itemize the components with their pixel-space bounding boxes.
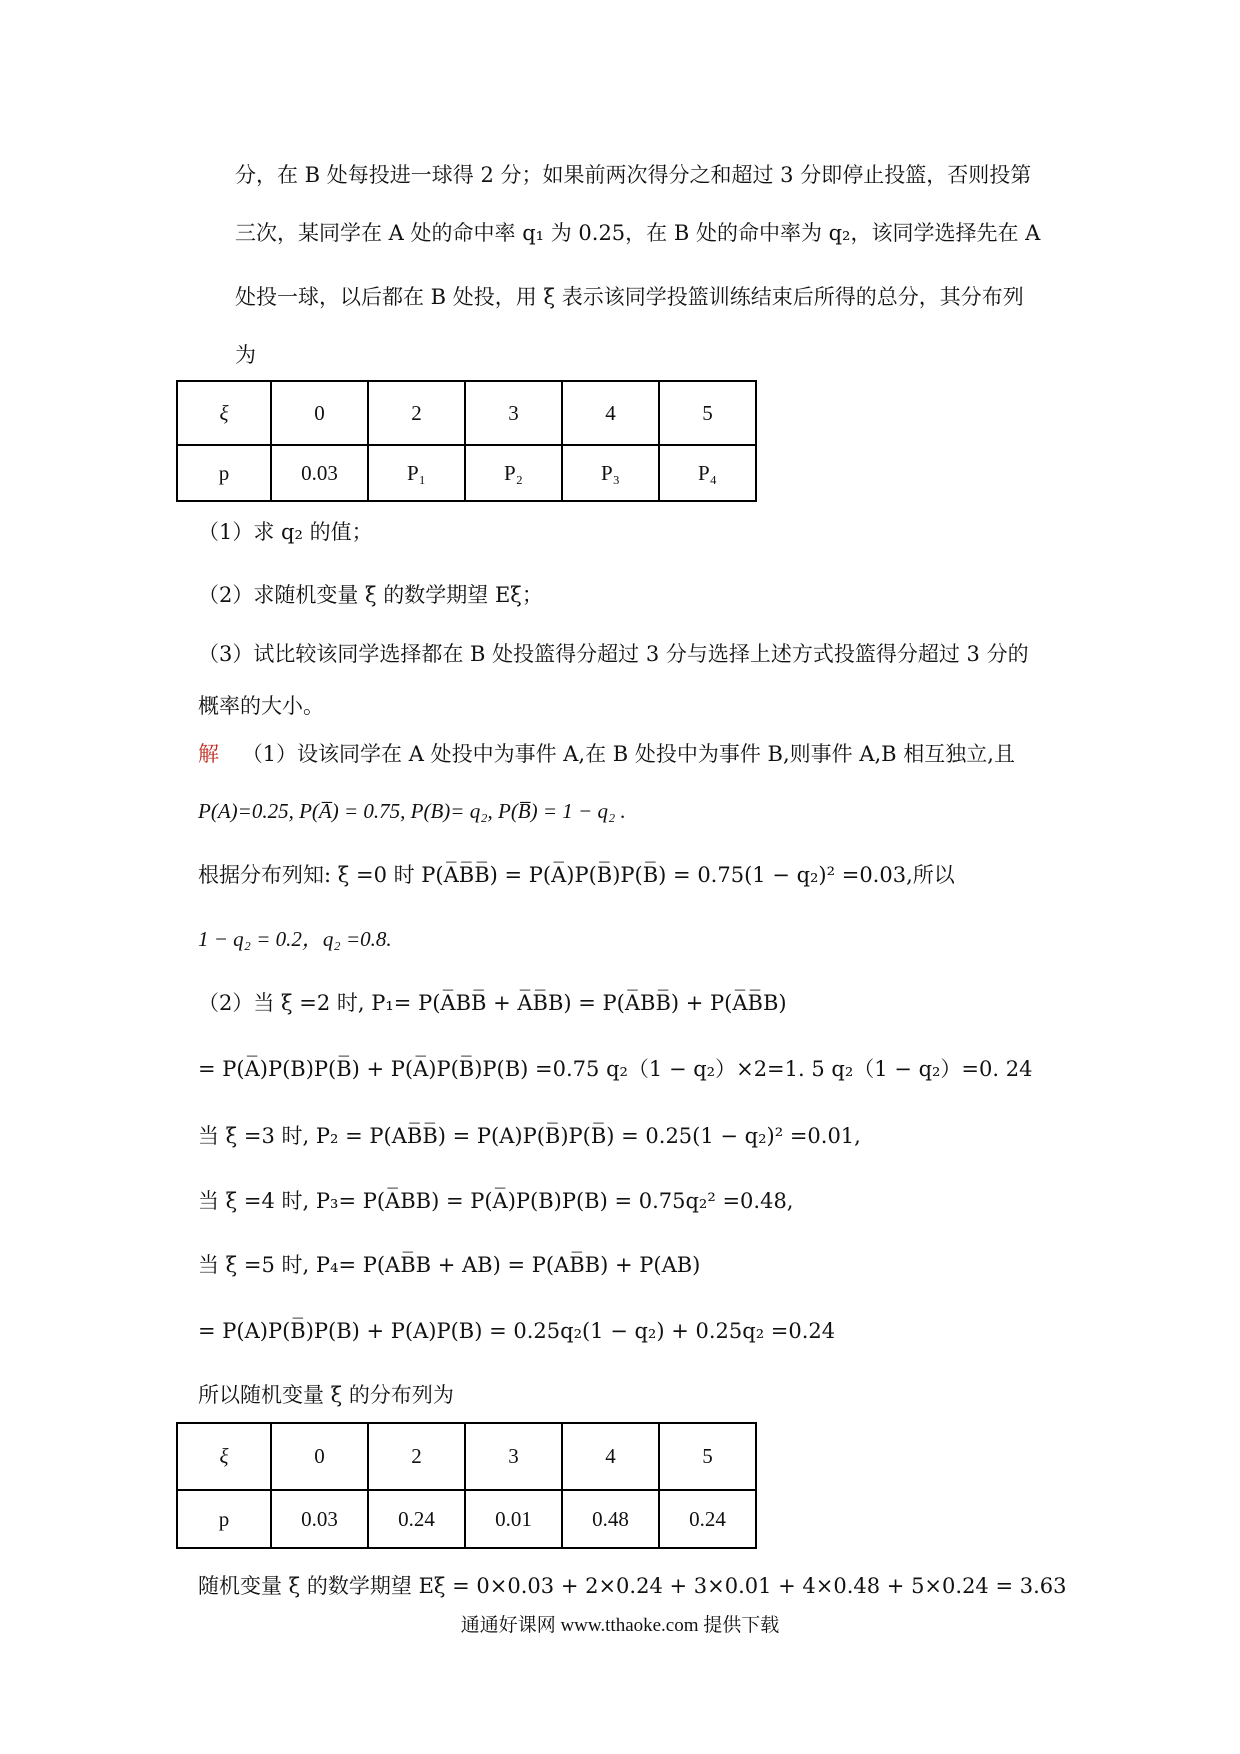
solution-line-2: P(A)=0.25, P(A̅) = 0.75, P(B)= q₂, P(B̅) = 1 − q₂ . bbox=[198, 799, 626, 823]
table-cell: 0 bbox=[271, 381, 368, 445]
solution-line-5: （2）当 ξ =2 时, P₁= P(A̅BB̅ + A̅B̅B) = P(A̅BB̅) + P(A̅B̅B) bbox=[198, 991, 787, 1015]
table-cell: P₃ bbox=[562, 445, 659, 501]
table-cell: 2 bbox=[368, 1423, 465, 1490]
solution-line-8: 当 ξ =4 时, P₃= P(A̅BB) = P(A̅)P(B)P(B) = 0.75q₂² =0.48, bbox=[198, 1189, 794, 1213]
question-1: （1）求 q₂ 的值； bbox=[198, 520, 373, 544]
problem-line-2: 三次，某同学在 A 处的命中率 q₁ 为 0.25，在 B 处的命中率为 q₂，该同学选择先在 A bbox=[235, 221, 1041, 245]
table-cell: 0.24 bbox=[659, 1490, 756, 1548]
distribution-table-1 bbox=[176, 380, 757, 502]
solution-line-6: = P(A̅)P(B)P(B̅) + P(A̅)P(B̅)P(B) =0.75 q₂（1 − q₂）×2=1. 5 q₂（1 − q₂）=0. 24 bbox=[198, 1057, 1033, 1081]
table-cell: 0.01 bbox=[465, 1490, 562, 1548]
table-cell: 0.03 bbox=[271, 445, 368, 501]
table-cell: p bbox=[177, 1490, 271, 1548]
table-row bbox=[177, 1490, 756, 1548]
table-row bbox=[177, 1423, 756, 1490]
expectation-line: 随机变量 ξ 的数学期望 Eξ = 0×0.03 + 2×0.24 + 3×0.01 + 4×0.48 + 5×0.24 = 3.63 bbox=[198, 1574, 1067, 1598]
table-cell: p bbox=[177, 445, 271, 501]
solution-text: （1）设该同学在 A 处投中为事件 A,在 B 处投中为事件 B,则事件 A,B 相互独立,且 bbox=[241, 742, 1015, 766]
table-cell: 4 bbox=[562, 1423, 659, 1490]
question-3-line-1: （3）试比较该同学选择都在 B 处投篮得分超过 3 分与选择上述方式投篮得分超过 3 分的 bbox=[198, 642, 1029, 666]
solution-label: 解 bbox=[198, 742, 219, 766]
table-cell: 0 bbox=[271, 1423, 368, 1490]
table-cell: 4 bbox=[562, 381, 659, 445]
table-cell: 2 bbox=[368, 381, 465, 445]
table-cell: P₂ bbox=[465, 445, 562, 501]
problem-line-4: 为 bbox=[235, 343, 256, 367]
solution-line-9: 当 ξ =5 时, P₄= P(AB̅B + AB) = P(AB̅B) + P(AB) bbox=[198, 1253, 701, 1277]
problem-line-3: 处投一球，以后都在 B 处投，用 ξ 表示该同学投篮训练结束后所得的总分，其分布列 bbox=[235, 285, 1024, 309]
table-cell: 0.48 bbox=[562, 1490, 659, 1548]
question-3-line-2: 概率的大小。 bbox=[198, 694, 324, 718]
table-cell: ξ bbox=[177, 381, 271, 445]
table-cell: P₄ bbox=[659, 445, 756, 501]
solution-line-1 bbox=[198, 739, 1015, 769]
footer-credit: 通通好课网 www.tthaoke.com 提供下载 bbox=[460, 1615, 780, 1636]
table-cell: 3 bbox=[465, 1423, 562, 1490]
table-cell: 0.03 bbox=[271, 1490, 368, 1548]
table-cell: P₁ bbox=[368, 445, 465, 501]
problem-line-1: 分，在 B 处每投进一球得 2 分；如果前两次得分之和超过 3 分即停止投篮，否则投第 bbox=[235, 163, 1032, 187]
table-row bbox=[177, 445, 756, 501]
solution-line-3: 根据分布列知: ξ =0 时 P(A̅B̅B̅) = P(A̅)P(B̅)P(B̅) = 0.75(1 − q₂)² =0.03,所以 bbox=[198, 863, 955, 887]
solution-line-11: 所以随机变量 ξ 的分布列为 bbox=[198, 1383, 454, 1407]
question-2: （2）求随机变量 ξ 的数学期望 Eξ； bbox=[198, 583, 543, 607]
table-cell: ξ bbox=[177, 1423, 271, 1490]
solution-line-4: 1 − q₂ = 0.2，q₂ =0.8. bbox=[198, 927, 392, 951]
table-row bbox=[177, 381, 756, 445]
table-cell: 0.24 bbox=[368, 1490, 465, 1548]
table-cell: 3 bbox=[465, 381, 562, 445]
distribution-table-2 bbox=[176, 1422, 757, 1549]
table-cell: 5 bbox=[659, 381, 756, 445]
solution-line-10: = P(A)P(B̅)P(B) + P(A)P(B) = 0.25q₂(1 − q₂) + 0.25q₂ =0.24 bbox=[198, 1319, 836, 1343]
table-cell: 5 bbox=[659, 1423, 756, 1490]
solution-line-7: 当 ξ =3 时, P₂ = P(AB̅B̅) = P(A)P(B̅)P(B̅) = 0.25(1 − q₂)² =0.01, bbox=[198, 1124, 861, 1148]
